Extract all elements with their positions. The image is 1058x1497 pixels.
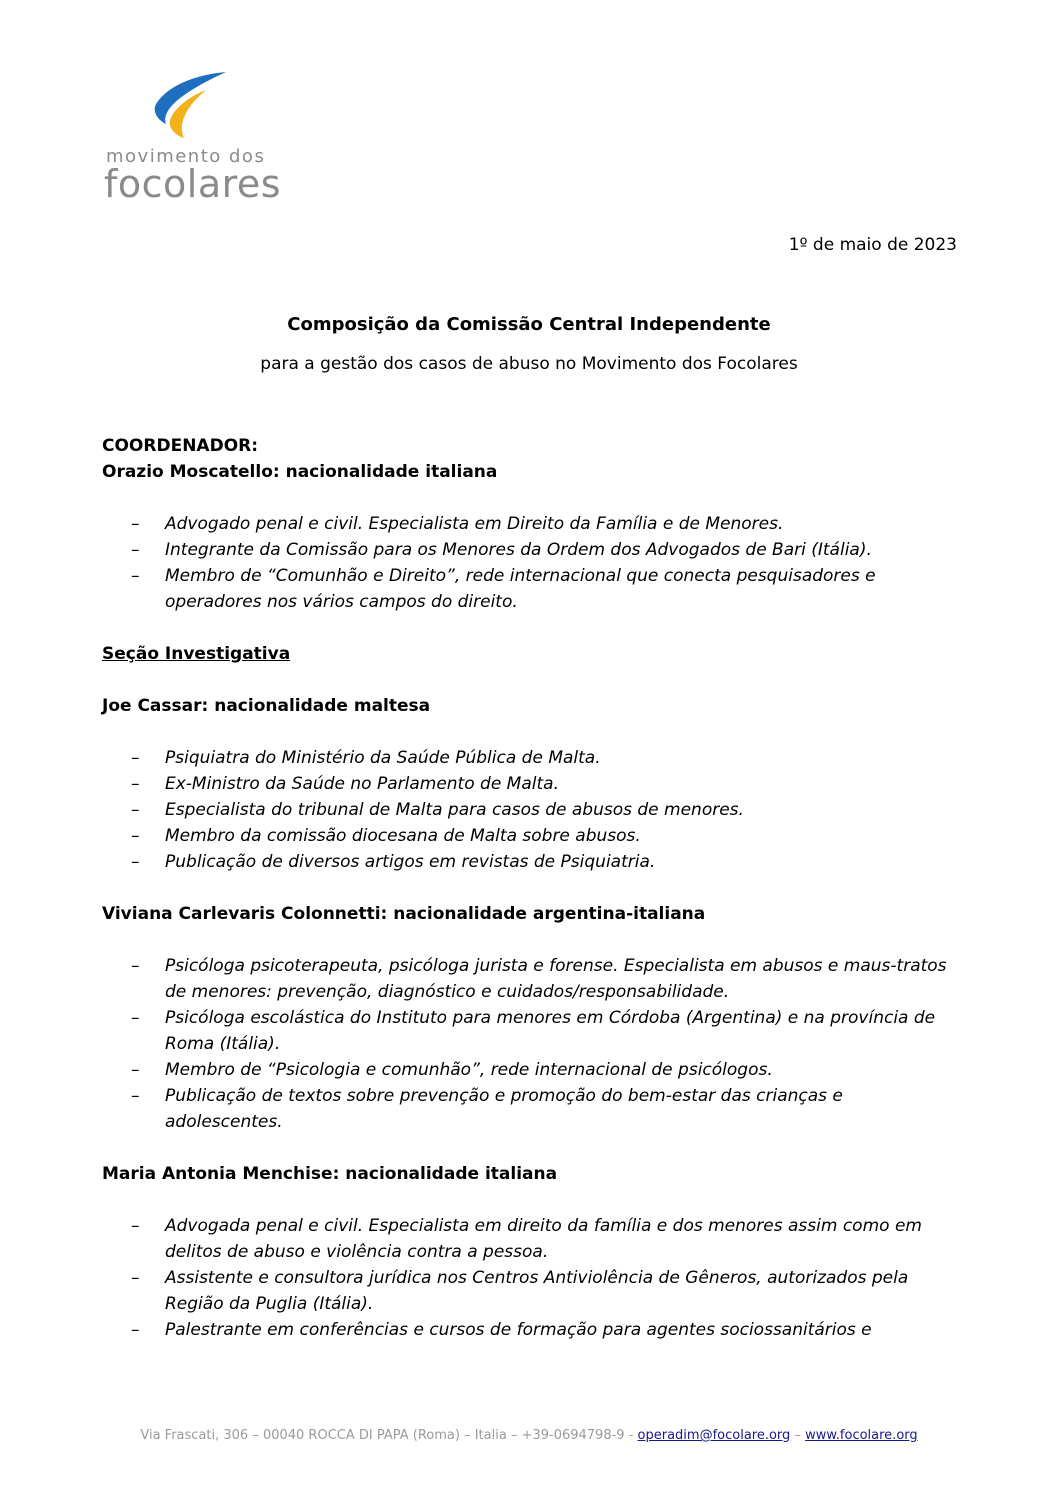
list-item: – Palestrante em conferências e cursos de formação para agentes sociossanitários e (102, 1317, 962, 1343)
coordinator-list (102, 511, 962, 615)
footer-email-link[interactable]: operadim@focolare.org (637, 1428, 791, 1443)
focolare-swoosh-icon (148, 68, 228, 140)
list-item: – Especialista do tribunal de Malta para casos de abusos de menores. (102, 797, 962, 823)
coordinator-label: COORDENADOR: (102, 436, 259, 456)
list-item: – Assistente e consultora jurídica nos Centros Antiviolência de Gêneros, autorizados pela Região da Puglia (Itália). (102, 1265, 962, 1317)
list-item: – Publicação de diversos artigos em revistas de Psiquiatria. (102, 849, 962, 875)
coordinator-name: Orazio Moscatello: nacionalidade italiana (102, 462, 498, 482)
member-list (102, 1213, 962, 1343)
list-item: – Psicóloga psicoterapeuta, psicóloga jurista e forense. Especialista em abusos e maus-tratos de menores: prevenção, diagnóstico e cuidados/responsabilidade. (102, 953, 962, 1005)
list-item: – Membro de “Psicologia e comunhão”, rede internacional de psicólogos. (102, 1057, 962, 1083)
logo-text-line2: focolares (104, 162, 282, 206)
list-item: – Psicóloga escolástica do Instituto para menores em Córdoba (Argentina) e na província de Roma (Itália). (102, 1005, 962, 1057)
member-name: Joe Cassar: nacionalidade maltesa (102, 696, 431, 716)
logo-text-line1: movimento dos (106, 146, 266, 167)
document-date: 1º de maio de 2023 (788, 235, 957, 255)
footer-website-link[interactable]: www.focolare.org (805, 1428, 918, 1443)
list-item: – Advogada penal e civil. Especialista em direito da família e dos menores assim como em delitos de abuso e violência contra a pessoa. (102, 1213, 962, 1265)
member-name: Maria Antonia Menchise: nacionalidade italiana (102, 1164, 558, 1184)
list-item: – Membro da comissão diocesana de Malta sobre abusos. (102, 823, 962, 849)
footer-address: Via Frascati, 306 – 00040 ROCCA DI PAPA (Roma) – Italia – +39-0694798-9 - (140, 1428, 634, 1443)
member-list (102, 745, 962, 875)
document-title: Composição da Comissão Central Independente (287, 314, 771, 335)
list-item: – Membro de “Comunhão e Direito”, rede internacional que conecta pesquisadores e operadores nos vários campos do direito. (102, 563, 962, 615)
document-body (102, 433, 962, 1343)
list-item: – Ex-Ministro da Saúde no Parlamento de Malta. (102, 771, 962, 797)
page-footer (0, 1428, 1058, 1443)
member-list (102, 953, 962, 1135)
footer-separator: – (794, 1428, 801, 1443)
list-item: – Integrante da Comissão para os Menores da Ordem dos Advogados de Bari (Itália). (102, 537, 962, 563)
section-title: Seção Investigativa (102, 644, 291, 664)
member-name: Viviana Carlevaris Colonnetti: nacionalidade argentina-italiana (102, 904, 706, 924)
list-item: – Psiquiatra do Ministério da Saúde Pública de Malta. (102, 745, 962, 771)
document-subtitle: para a gestão dos casos de abuso no Movimento dos Focolares (260, 354, 798, 374)
list-item: – Advogado penal e civil. Especialista em Direito da Família e de Menores. (102, 511, 962, 537)
list-item: – Publicação de textos sobre prevenção e promoção do bem-estar das crianças e adolescentes. (102, 1083, 962, 1135)
logo (104, 68, 304, 208)
